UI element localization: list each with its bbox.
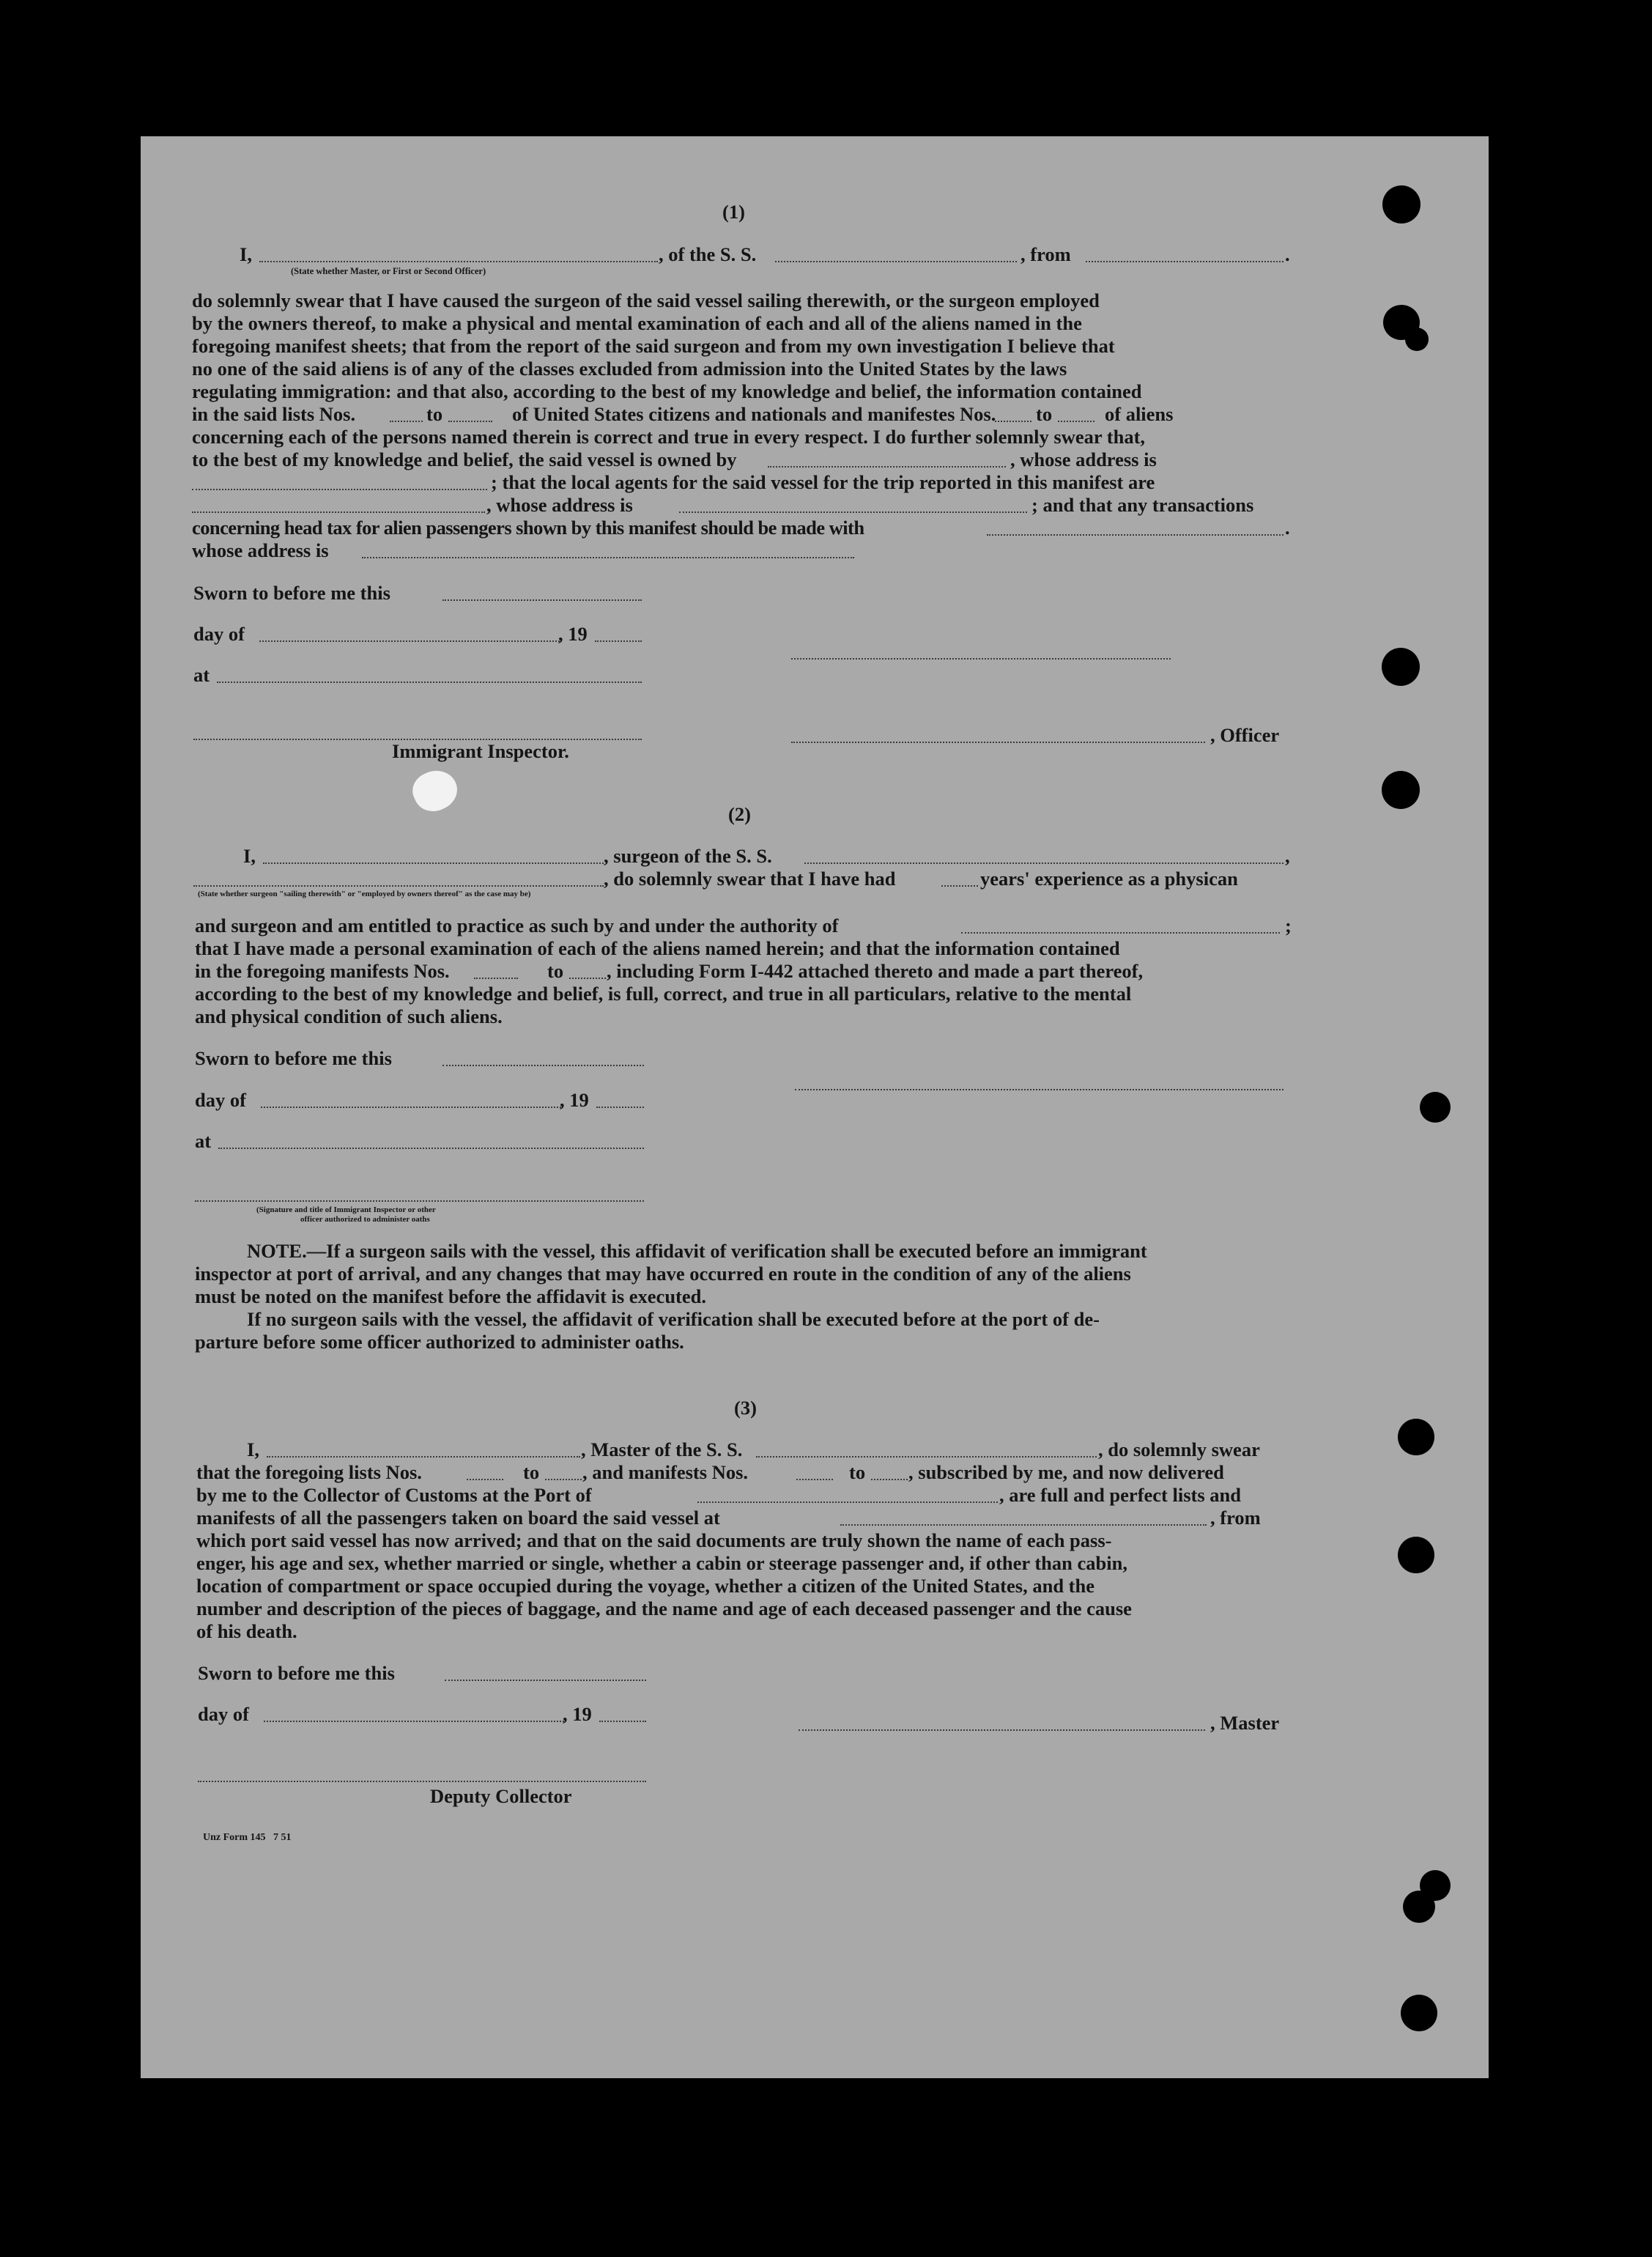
lists-to-field — [448, 421, 492, 422]
section-2-line-5a: in the foregoing manifests Nos. — [195, 960, 450, 982]
section-3-sworn-field — [445, 1680, 646, 1681]
section-2-manifest-from-field — [474, 978, 518, 979]
section-3-line-3b: , are full and perfect lists and — [999, 1484, 1242, 1506]
section-1-number: (1) — [722, 201, 745, 223]
note-p1-line-2: inspector at port of arrival, and any changes that may have occurred en route in the condition of any of the aliens — [195, 1263, 1131, 1285]
section-2-officer-signature-line — [195, 1200, 644, 1202]
section-1-line-10b: ; and that any transactions — [1031, 494, 1254, 516]
owner-address-field — [192, 489, 487, 490]
section-2-line-6: according to the best of my knowledge and belief, is full, correct, and true in all particulars, relative to the mental — [195, 983, 1132, 1005]
section-3-sworn: Sworn to before me this — [198, 1662, 395, 1684]
boarding-port-field — [840, 1524, 1207, 1526]
section-2-signature-note-2: officer authorized to administer oaths — [300, 1215, 430, 1224]
section-3-master: , Master of the S. S. — [581, 1438, 743, 1460]
section-3-lists-from-field — [467, 1479, 503, 1480]
section-2-manifest-to-field — [569, 978, 606, 979]
section-1-signature-line — [791, 658, 1171, 660]
section-1-from: , from — [1021, 243, 1071, 265]
section-3-line-2b: to — [523, 1461, 540, 1483]
section-1-paragraph-line-1: do solemnly swear that I have caused the surgeon of the said vessel sailing therewith, or the surgeon employed — [192, 289, 1100, 311]
section-2-line-2a: , do solemnly swear that I have had — [604, 868, 896, 890]
section-3-line-2c: , and manifests Nos. — [582, 1461, 749, 1483]
section-1-paragraph-line-2: by the owners thereof, to make a physical and mental examination of each and all of the aliens named in the — [192, 312, 1082, 334]
section-2-at-field — [218, 1148, 644, 1149]
section-3-swear: , do solemnly swear — [1098, 1438, 1260, 1460]
binder-hole — [1405, 328, 1429, 351]
section-1-officer-note: (State whether Master, or First or Second Officer) — [291, 266, 486, 276]
section-3-i: I, — [247, 1438, 259, 1460]
owner-field — [768, 466, 1006, 468]
section-3-line-2e: , subscribed by me, and now delivered — [908, 1461, 1224, 1483]
note-p1-line-3: must be noted on the manifest before the affidavit is executed. — [195, 1285, 707, 1307]
manifests-from-field — [995, 421, 1031, 422]
section-2-year-field — [596, 1107, 644, 1108]
section-1-period: . — [1285, 243, 1290, 265]
section-1-line-7: concerning each of the persons named therein is correct and true in every respect. I do further solemnly swear that, — [192, 426, 1146, 448]
section-2-line-5c: , including Form I-442 attached thereto and made a part thereof, — [607, 960, 1144, 982]
officer-signature-line — [791, 742, 1205, 743]
binder-hole — [1401, 1995, 1437, 2031]
from-port-field — [1086, 261, 1284, 262]
section-2-day-of: day of — [195, 1089, 246, 1111]
deputy-collector-line — [198, 1781, 646, 1782]
section-1-line-6e: of aliens — [1105, 403, 1174, 425]
paper-stain — [407, 764, 463, 818]
section-1-paragraph-line-4: no one of the said aliens is of any of the classes excluded from admission into the United States by the laws — [192, 358, 1067, 380]
section-1-inspector: Immigrant Inspector. — [392, 740, 569, 762]
section-3-line-4a: manifests of all the passengers taken on board the said vessel at — [196, 1507, 720, 1529]
section-3-line-3a: by me to the Collector of Customs at the Port of — [196, 1484, 592, 1506]
section-3-master-signature: , Master — [1210, 1712, 1280, 1734]
section-1-line-10a: , whose address is — [486, 494, 633, 516]
section-1-line-11b: . — [1285, 517, 1290, 539]
section-1-line-11a: concerning head tax for alien passengers shown by this manifest should be made with — [192, 517, 864, 539]
section-3-manifests-from-field — [796, 1479, 833, 1480]
note-p2-line-2: parture before some officer authorized to administer oaths. — [195, 1331, 684, 1353]
officer-name-field — [259, 261, 658, 262]
section-1-sworn-field — [442, 599, 642, 601]
binder-hole — [1382, 648, 1420, 686]
section-2-line-3b: ; — [1285, 915, 1292, 937]
section-2-signature-note-1: (Signature and title of Immigrant Inspector or other — [256, 1205, 436, 1214]
section-3-paragraph-line-5: of his death. — [196, 1620, 297, 1642]
section-2-line-4: that I have made a personal examination of each of the aliens named herein; and that the information contained — [195, 937, 1120, 959]
section-2-line-3a: and surgeon and am entitled to practice as such by and under the authority of — [195, 915, 839, 937]
section-2-line-5b: to — [547, 960, 564, 982]
note-p1-line-1: NOTE.—If a surgeon sails with the vessel, this affidavit of verification shall be executed before an immigrant — [247, 1240, 1147, 1262]
section-2-vessel-field — [804, 862, 1284, 864]
section-1-line-8a: to the best of my knowledge and belief, the said vessel is owned by — [192, 448, 737, 470]
section-1-line-6d: to — [1036, 403, 1053, 425]
binder-hole — [1382, 771, 1420, 809]
binder-hole — [1382, 185, 1421, 224]
binder-hole — [1398, 1537, 1434, 1573]
form-sheet — [141, 136, 1489, 2078]
head-tax-field — [987, 534, 1284, 536]
section-3-paragraph-line-4: number and description of the pieces of baggage, and the name and age of each deceased passenger and the cause — [196, 1597, 1132, 1619]
section-2-sworn-field — [442, 1065, 644, 1066]
section-3-lists-to-field — [545, 1479, 582, 1480]
master-name-field — [267, 1456, 580, 1458]
section-3-day-of: day of — [198, 1703, 249, 1725]
section-1-line-6a: in the said lists Nos. — [192, 403, 356, 425]
manifests-to-field — [1058, 421, 1094, 422]
note-p2-line-1: If no surgeon sails with the vessel, the affidavit of verification shall be executed before at the port of de- — [247, 1308, 1100, 1330]
section-3-number: (3) — [734, 1397, 757, 1419]
master-signature-line — [799, 1729, 1205, 1731]
binder-hole — [1420, 1870, 1451, 1901]
agents-address-field — [679, 511, 1027, 513]
section-1-day-of: day of — [193, 623, 245, 645]
head-tax-address-field — [362, 557, 854, 558]
binder-hole — [1420, 1092, 1451, 1123]
section-1-line-6b: to — [426, 403, 443, 425]
lists-from-field — [390, 421, 423, 422]
section-3-line-2d: to — [849, 1461, 866, 1483]
surgeon-status-field — [193, 885, 604, 887]
section-3-vessel-field — [756, 1456, 1097, 1458]
section-3-deputy-collector: Deputy Collector — [430, 1785, 572, 1807]
section-2-surgeon: , surgeon of the S. S. — [604, 845, 772, 867]
section-1-paragraph-line-3: foregoing manifest sheets; that from the report of the said surgeon and from my own investigation I believe that — [192, 335, 1115, 357]
section-1-sworn: Sworn to before me this — [193, 582, 390, 604]
section-2-signature-line — [795, 1089, 1284, 1090]
section-1-day-field — [259, 640, 560, 642]
section-3-paragraph-line-3: location of compartment or space occupied during the voyage, whether a citizen of the United States, and the — [196, 1575, 1095, 1597]
section-3-year-field — [599, 1721, 646, 1722]
binder-hole — [1398, 1419, 1434, 1455]
section-2-i: I, — [243, 845, 256, 867]
section-1-at-field — [217, 681, 642, 683]
section-1-i: I, — [240, 243, 252, 265]
section-1-line-6c: of United States citizens and nationals and manifestes Nos. — [512, 403, 996, 425]
section-3-line-4b: , from — [1210, 1507, 1261, 1529]
section-3-year: , 19 — [563, 1703, 592, 1725]
section-1-at: at — [193, 664, 210, 686]
section-3-day-field — [264, 1721, 564, 1722]
surgeon-name-field — [263, 862, 604, 864]
section-3-manifests-to-field — [871, 1479, 908, 1480]
section-2-at: at — [195, 1130, 212, 1152]
section-1-line-9: ; that the local agents for the said vessel for the trip reported in this manifest are — [491, 471, 1155, 493]
section-2-line-7: and physical condition of such aliens. — [195, 1005, 503, 1027]
years-experience-field — [941, 885, 978, 887]
section-2-line-2b: years' experience as a physican — [980, 868, 1238, 890]
section-2-number: (2) — [728, 803, 751, 825]
section-1-year-field — [595, 640, 642, 642]
port-field — [697, 1501, 998, 1503]
local-agents-field — [192, 511, 485, 513]
section-1-line-8b: , whose address is — [1010, 448, 1157, 470]
section-2-status-note: (State whether surgeon "sailing therewith" or "employed by owners thereof" as the case may be) — [198, 890, 531, 898]
vessel-name-field — [775, 261, 1017, 262]
section-3-paragraph-line-2: enger, his age and sex, whether married or single, whether a cabin or steerage passenger and, if other than cabin, — [196, 1552, 1127, 1574]
section-1-of-ss: , of the S. S. — [659, 243, 757, 265]
section-1-line-12: whose address is — [192, 539, 329, 561]
form-footer: Unz Form 145 7 51 — [203, 1832, 292, 1843]
section-2-comma: , — [1285, 845, 1290, 867]
practice-authority-field — [961, 932, 1280, 934]
section-2-day-field — [261, 1107, 561, 1108]
section-1-paragraph-line-5: regulating immigration: and that also, according to the best of my knowledge and belief, the information contained — [192, 380, 1142, 402]
section-1-year: , 19 — [558, 623, 588, 645]
section-1-officer: , Officer — [1210, 724, 1280, 746]
section-2-year: , 19 — [560, 1089, 589, 1111]
section-3-line-2a: that the foregoing lists Nos. — [196, 1461, 422, 1483]
section-2-sworn: Sworn to before me this — [195, 1047, 392, 1069]
section-3-paragraph-line-1: which port said vessel has now arrived; and that on the said documents are truly shown the name of each pass- — [196, 1529, 1112, 1551]
